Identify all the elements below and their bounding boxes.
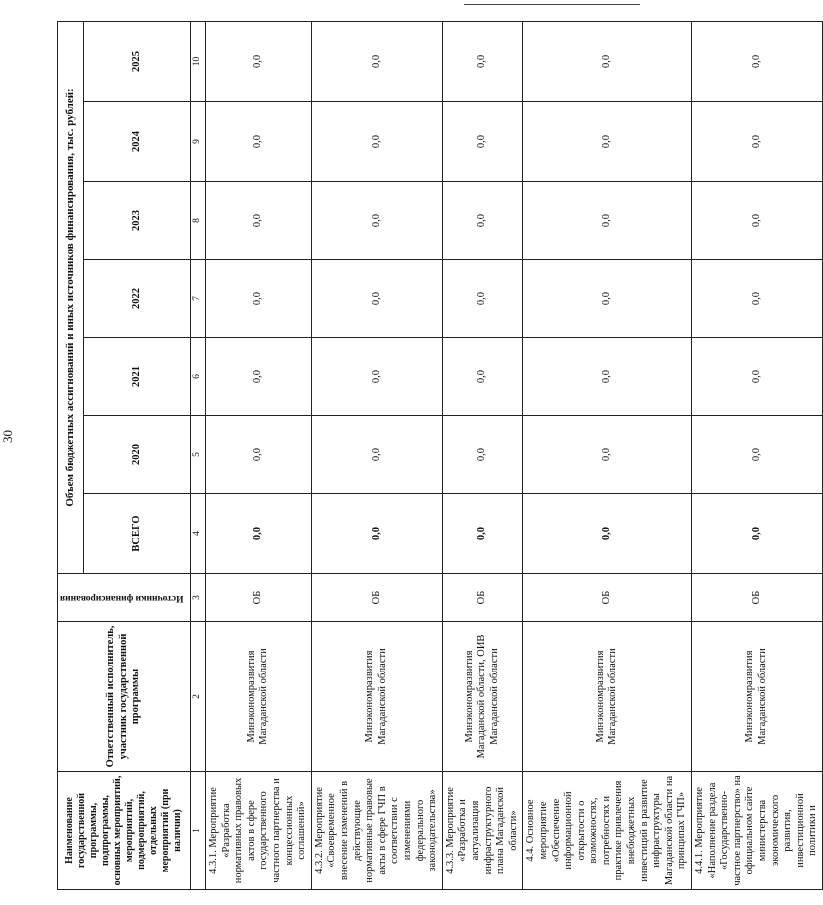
executor: Минэкономразвития Магаданской области, ОИВ Магаданской области [442,622,523,772]
executor: Минэкономразвития Магаданской области [311,622,442,772]
table-row [523,21,692,889]
year-value: 0,0 [311,102,442,182]
year-value: 0,0 [523,338,692,416]
table-row [311,21,442,889]
column-number: 6 [191,338,206,416]
funding-source: ОБ [206,574,312,622]
rotated-table-container [57,22,819,890]
corner-rule [464,4,640,5]
activity-name: 4.3.2. Мероприятие «Своевременное внесение изменений в действующие нормативные правовые акты в сфере ГЧП в соответствии с изменениями федерального законодательства» [311,772,442,890]
year-value: 0,0 [311,260,442,338]
column-number: 3 [191,574,206,622]
header-year: 2022 [83,260,190,338]
table-row [692,21,823,889]
header-year: 2025 [83,21,190,101]
year-value: 0,0 [206,338,312,416]
year-value: 0,0 [692,21,823,101]
total-value: 0,0 [311,494,442,574]
year-value: 0,0 [692,338,823,416]
total-value: 0,0 [206,494,312,574]
activity-name: 4.4. Основное мероприятие «Обеспечение информационной открытости о возможностях, потребностях и практике привлечения внебюджетных инвестиций в развитие инфраструктуры Магаданской области на принципах ГЧП» [523,772,692,890]
header-year: 2020 [83,416,190,494]
executor: Минэкономразвития Магаданской области [206,622,312,772]
year-value: 0,0 [206,21,312,101]
header-total: ВСЕГО [83,494,190,574]
year-value: 0,0 [442,416,523,494]
activity-name: 4.3.3. Мероприятие «Разработка и актуализация инфраструктурного плана Магаданской области» [442,772,523,890]
year-value: 0,0 [523,102,692,182]
header-funding-group: Объем бюджетных ассигнований и иных источников финансирования, тыс. рублей: [58,21,84,573]
column-number: 7 [191,260,206,338]
year-value: 0,0 [523,21,692,101]
total-value: 0,0 [692,494,823,574]
year-value: 0,0 [523,416,692,494]
header-year: 2021 [83,338,190,416]
executor: Минэкономразвития Магаданской области [692,622,823,772]
column-number: 10 [191,21,206,101]
funding-source: ОБ [692,574,823,622]
header-year: 2023 [83,182,190,260]
year-value: 0,0 [442,102,523,182]
header-source [58,574,191,622]
year-value: 0,0 [692,260,823,338]
column-number: 9 [191,102,206,182]
year-value: 0,0 [442,21,523,101]
activity-name: 4.4.1. Мероприятие «Наполнение раздела «Государственно-частное партнерство» на официальном сайте министерства экономического развития, инвестиционной политики и [692,772,823,890]
header-source-label: Источники финансирования [60,593,184,604]
year-value: 0,0 [311,338,442,416]
year-value: 0,0 [311,416,442,494]
table-row [206,21,312,889]
column-number-row [191,21,206,889]
header-name: Наименование государственной программы, подпрограммы, основных мероприятий, мероприятий, подмероприятий, отдельных мероприятий (при наличии) [58,772,191,890]
year-value: 0,0 [692,102,823,182]
header-row-1 [58,21,84,889]
column-number: 8 [191,182,206,260]
year-value: 0,0 [311,182,442,260]
year-value: 0,0 [206,182,312,260]
executor: Минэкономразвития Магаданской области [523,622,692,772]
column-number: 4 [191,494,206,574]
year-value: 0,0 [442,182,523,260]
year-value: 0,0 [442,338,523,416]
header-year: 2024 [83,102,190,182]
page-number: 30 [0,430,15,443]
column-number: 2 [191,622,206,772]
column-number: 1 [191,772,206,890]
total-value: 0,0 [523,494,692,574]
year-value: 0,0 [692,182,823,260]
year-value: 0,0 [206,102,312,182]
year-value: 0,0 [311,21,442,101]
year-value: 0,0 [523,182,692,260]
table-row [442,21,523,889]
total-value: 0,0 [442,494,523,574]
header-executor: Ответственный исполнитель, участник государственной программы [58,622,191,772]
year-value: 0,0 [206,260,312,338]
funding-table [57,21,823,890]
funding-source: ОБ [311,574,442,622]
year-value: 0,0 [523,260,692,338]
year-value: 0,0 [206,416,312,494]
column-number: 5 [191,416,206,494]
funding-source: ОБ [442,574,523,622]
year-value: 0,0 [692,416,823,494]
activity-name: 4.3.1. Мероприятие «Разработка нормативных правовых актов в сфере государственного частного партнерства и концессионных соглашений» [206,772,312,890]
year-value: 0,0 [442,260,523,338]
funding-source: ОБ [523,574,692,622]
